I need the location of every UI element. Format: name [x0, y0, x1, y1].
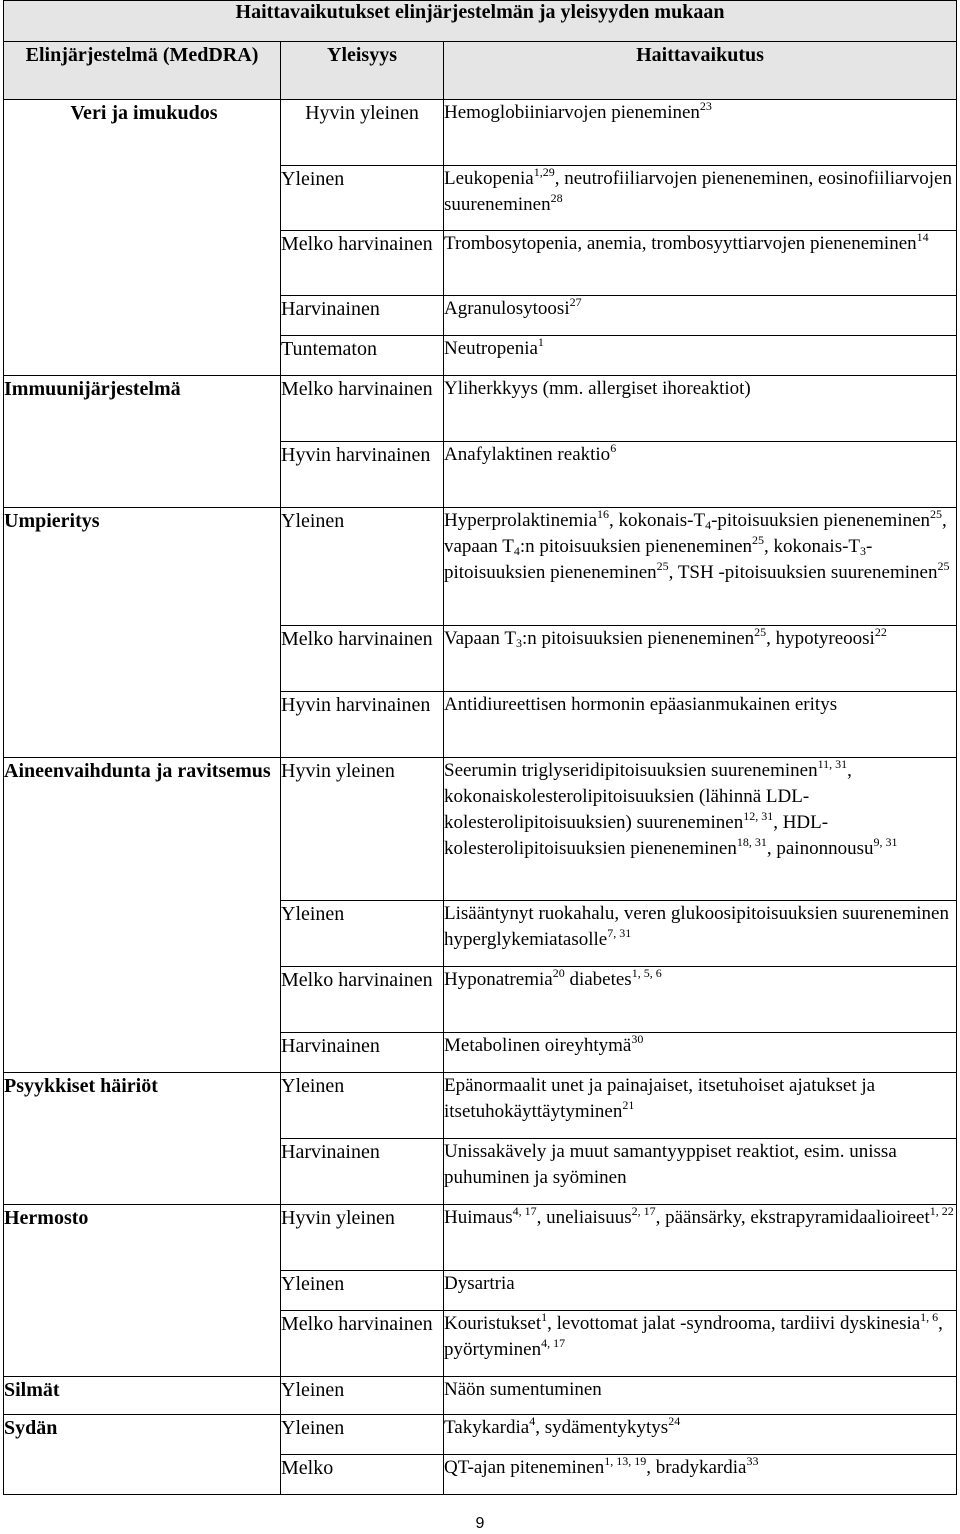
- frequency-cell: Hyvin yleinen: [281, 758, 444, 901]
- frequency-cell: Yleinen: [281, 1415, 444, 1455]
- adverse-effect-cell: [444, 1205, 957, 1271]
- table-row: [4, 758, 957, 901]
- reference-superscript: 25: [754, 625, 767, 639]
- adverse-effect-cell: [444, 967, 957, 1033]
- adverse-effect-cell: [444, 1139, 957, 1205]
- adverse-effect-cell: [444, 758, 957, 901]
- effect-text: , bradykardia: [646, 1457, 747, 1478]
- effect-text: -pitoisuuksien pieneneminen: [711, 510, 931, 531]
- frequency-cell: Harvinainen: [281, 1033, 444, 1073]
- reference-superscript: 30: [631, 1032, 644, 1046]
- effect-text: , vapaan T: [444, 510, 947, 557]
- frequency-cell: Melko: [281, 1455, 444, 1495]
- reference-superscript: 1, 22: [929, 1204, 954, 1218]
- organ-class-cell: Immuunijärjestelmä: [4, 376, 281, 508]
- effect-text: Vapaan T: [444, 628, 516, 649]
- reference-superscript: 25: [752, 533, 764, 547]
- adverse-effect-cell: [444, 376, 957, 442]
- organ-class-cell: Aineenvaihdunta ja ravitsemus: [4, 758, 281, 1073]
- reference-superscript: 16: [597, 507, 610, 521]
- reference-superscript: 11, 31: [817, 757, 848, 771]
- frequency-cell: Hyvin harvinainen: [281, 442, 444, 508]
- reference-superscript: 6: [610, 441, 617, 455]
- frequency-cell: Yleinen: [281, 1271, 444, 1311]
- table-row: [4, 1073, 957, 1139]
- reference-superscript: 1: [537, 335, 544, 349]
- effect-text: Yliherkkyys (mm. allergiset ihoreaktiot): [444, 378, 751, 399]
- effect-text: Unissakävely ja muut samantyyppiset reaktiot, esim. unissa puhuminen ja syöminen: [444, 1141, 897, 1188]
- reference-superscript: 23: [699, 99, 712, 113]
- header-frequency: Yleisyys: [281, 42, 444, 100]
- organ-class-cell: Veri ja imukudos: [4, 100, 281, 376]
- frequency-cell: Yleinen: [281, 901, 444, 967]
- frequency-cell: Melko harvinainen: [281, 1311, 444, 1377]
- adverse-effect-cell: [444, 166, 957, 231]
- organ-class-cell: Hermosto: [4, 1205, 281, 1377]
- adverse-effect-cell: [444, 1455, 957, 1495]
- subscript: 3: [515, 636, 522, 650]
- reference-superscript: 2, 17: [631, 1204, 656, 1218]
- table-row: [4, 1377, 957, 1415]
- reference-superscript: 20: [552, 966, 565, 980]
- adverse-effect-cell: [444, 692, 957, 758]
- effect-text: Hemoglobiiniarvojen pieneminen: [444, 102, 700, 123]
- effect-text: diabetes: [564, 969, 632, 990]
- organ-class-cell: Silmät: [4, 1377, 281, 1415]
- frequency-cell: Melko harvinainen: [281, 626, 444, 692]
- table-row: [4, 508, 957, 626]
- effect-text: Trombosytopenia, anemia, trombosyyttiarvojen pieneneminen: [444, 233, 917, 254]
- adverse-effect-cell: [444, 1033, 957, 1073]
- table-body: [4, 100, 957, 1495]
- adverse-effect-cell: [444, 626, 957, 692]
- frequency-cell: Yleinen: [281, 166, 444, 231]
- effect-text: , hypotyreoosi: [766, 628, 875, 649]
- header-adverse-effect: Haittavaikutus: [444, 42, 957, 100]
- reference-superscript: 28: [550, 191, 563, 205]
- reference-superscript: 21: [622, 1098, 635, 1112]
- effect-text: Epänormaalit unet ja painajaiset, itsetuhoiset ajatukset ja itsetuhokäyttäytyminen: [444, 1075, 876, 1122]
- frequency-cell: Melko harvinainen: [281, 967, 444, 1033]
- reference-superscript: 1, 6: [920, 1310, 939, 1324]
- effect-text: Seerumin triglyseridipitoisuuksien suureneminen: [444, 760, 818, 781]
- page-number: 9: [475, 1515, 485, 1532]
- effect-text: , kokonaiskolesterolipitoisuuksien (lähinnä LDL-kolesterolipitoisuuksien) suureneminen: [444, 760, 852, 833]
- effect-text: , neutrofiiliarvojen pieneneminen, eosinofiiliarvojen suureneminen: [444, 168, 952, 215]
- reference-superscript: 24: [668, 1414, 681, 1428]
- organ-class-cell: Sydän: [4, 1415, 281, 1495]
- reference-superscript: 4, 17: [512, 1204, 537, 1218]
- effect-text: , kokonais-T: [609, 510, 706, 531]
- effect-text: , kokonais-T: [764, 536, 861, 557]
- adverse-effect-cell: [444, 901, 957, 967]
- frequency-cell: Yleinen: [281, 1377, 444, 1415]
- adverse-effect-cell: [444, 1377, 957, 1415]
- effect-text: :n pitoisuuksien pieneneminen: [519, 536, 752, 557]
- organ-class-cell: Psyykkiset häiriöt: [4, 1073, 281, 1205]
- effect-text: Agranulosytoosi: [444, 298, 570, 319]
- effect-text: Leukopenia: [444, 168, 534, 189]
- reference-superscript: 9, 31: [873, 835, 898, 849]
- effect-text: , päänsärky, ekstrapyramidaalioireet: [655, 1207, 930, 1228]
- effect-text: , pyörtyminen: [444, 1313, 943, 1360]
- reference-superscript: 14: [916, 230, 929, 244]
- reference-superscript: 4: [529, 1414, 536, 1428]
- effect-text: Hyponatremia: [444, 969, 553, 990]
- frequency-cell: Yleinen: [281, 508, 444, 626]
- frequency-cell: Hyvin harvinainen: [281, 692, 444, 758]
- effect-text: Antidiureettisen hormonin epäasianmukainen eritys: [444, 694, 838, 715]
- effect-text: , HDL-kolesterolipitoisuuksien pieneneminen: [444, 812, 829, 859]
- organ-class-cell: Umpieritys: [4, 508, 281, 758]
- reference-superscript: 18, 31: [736, 835, 767, 849]
- table-row: [4, 376, 957, 442]
- table-title: Haittavaikutukset elinjärjestelmän ja yleisyyden mukaan: [4, 1, 957, 42]
- table-row: [4, 1205, 957, 1271]
- frequency-cell: Tuntematon: [281, 336, 444, 376]
- reference-superscript: 1,29: [533, 165, 555, 179]
- table-title-row: [4, 1, 957, 42]
- reference-superscript: 27: [569, 295, 582, 309]
- reference-superscript: 1, 13, 19: [604, 1454, 647, 1468]
- frequency-cell: Melko harvinainen: [281, 376, 444, 442]
- effect-text: Dysartria: [444, 1273, 515, 1294]
- effect-text: Näön sumentuminen: [444, 1379, 602, 1400]
- effect-text: , TSH -pitoisuuksien suureneminen: [668, 562, 938, 583]
- effect-text: :n pitoisuuksien pieneneminen: [521, 628, 755, 649]
- reference-superscript: 25: [930, 507, 943, 521]
- table-row: [4, 1415, 957, 1455]
- frequency-cell: Hyvin yleinen: [281, 1205, 444, 1271]
- effect-text: Lisääntynyt ruokahalu, veren glukoosipitoisuuksien suureneminen hyperglykemiatasolle: [444, 903, 949, 950]
- effect-text: -pitoisuuksien pieneneminen: [444, 536, 873, 583]
- frequency-cell: Yleinen: [281, 1073, 444, 1139]
- frequency-cell: Hyvin yleinen: [281, 100, 444, 166]
- effect-text: Takykardia: [444, 1417, 530, 1438]
- reference-superscript: 1: [541, 1310, 548, 1324]
- effect-text: Neutropenia: [444, 338, 538, 359]
- subscript: 4: [705, 518, 712, 532]
- effect-text: , levottomat jalat -syndrooma, tardiivi dyskinesia: [547, 1313, 921, 1334]
- effect-text: Hyperprolaktinemia: [444, 510, 598, 531]
- adverse-effect-cell: [444, 1271, 957, 1311]
- adverse-effect-cell: [444, 296, 957, 336]
- adverse-effect-cell: [444, 100, 957, 166]
- adverse-effects-table: [3, 0, 957, 1495]
- effect-text: QT-ajan piteneminen: [444, 1457, 605, 1478]
- adverse-effect-cell: [444, 336, 957, 376]
- subscript: 3: [860, 544, 867, 558]
- reference-superscript: 7, 31: [607, 926, 632, 940]
- effect-text: , uneliaisuus: [536, 1207, 632, 1228]
- adverse-effect-cell: [444, 508, 957, 626]
- adverse-effect-cell: [444, 1311, 957, 1377]
- reference-superscript: 33: [746, 1454, 759, 1468]
- subscript: 4: [513, 544, 520, 558]
- effect-text: Metabolinen oireyhtymä: [444, 1035, 632, 1056]
- reference-superscript: 12, 31: [743, 809, 774, 823]
- reference-superscript: 25: [937, 559, 950, 573]
- reference-superscript: 22: [874, 625, 887, 639]
- frequency-cell: Harvinainen: [281, 296, 444, 336]
- effect-text: Kouristukset: [444, 1313, 542, 1334]
- adverse-effect-cell: [444, 1415, 957, 1455]
- frequency-cell: Melko harvinainen: [281, 231, 444, 296]
- table-header-row: [4, 42, 957, 100]
- effect-text: , sydämentykytys: [535, 1417, 669, 1438]
- frequency-cell: Harvinainen: [281, 1139, 444, 1205]
- reference-superscript: 4, 17: [541, 1336, 566, 1350]
- effect-text: , painonnousu: [766, 838, 874, 859]
- reference-superscript: 1, 5, 6: [631, 966, 662, 980]
- adverse-effect-cell: [444, 442, 957, 508]
- adverse-effect-cell: [444, 1073, 957, 1139]
- effect-text: Anafylaktinen reaktio: [444, 444, 611, 465]
- table-row: [4, 100, 957, 166]
- effect-text: Huimaus: [444, 1207, 513, 1228]
- adverse-effect-cell: [444, 231, 957, 296]
- header-organ-class: Elinjärjestelmä (MedDRA): [4, 42, 281, 100]
- reference-superscript: 25: [656, 559, 669, 573]
